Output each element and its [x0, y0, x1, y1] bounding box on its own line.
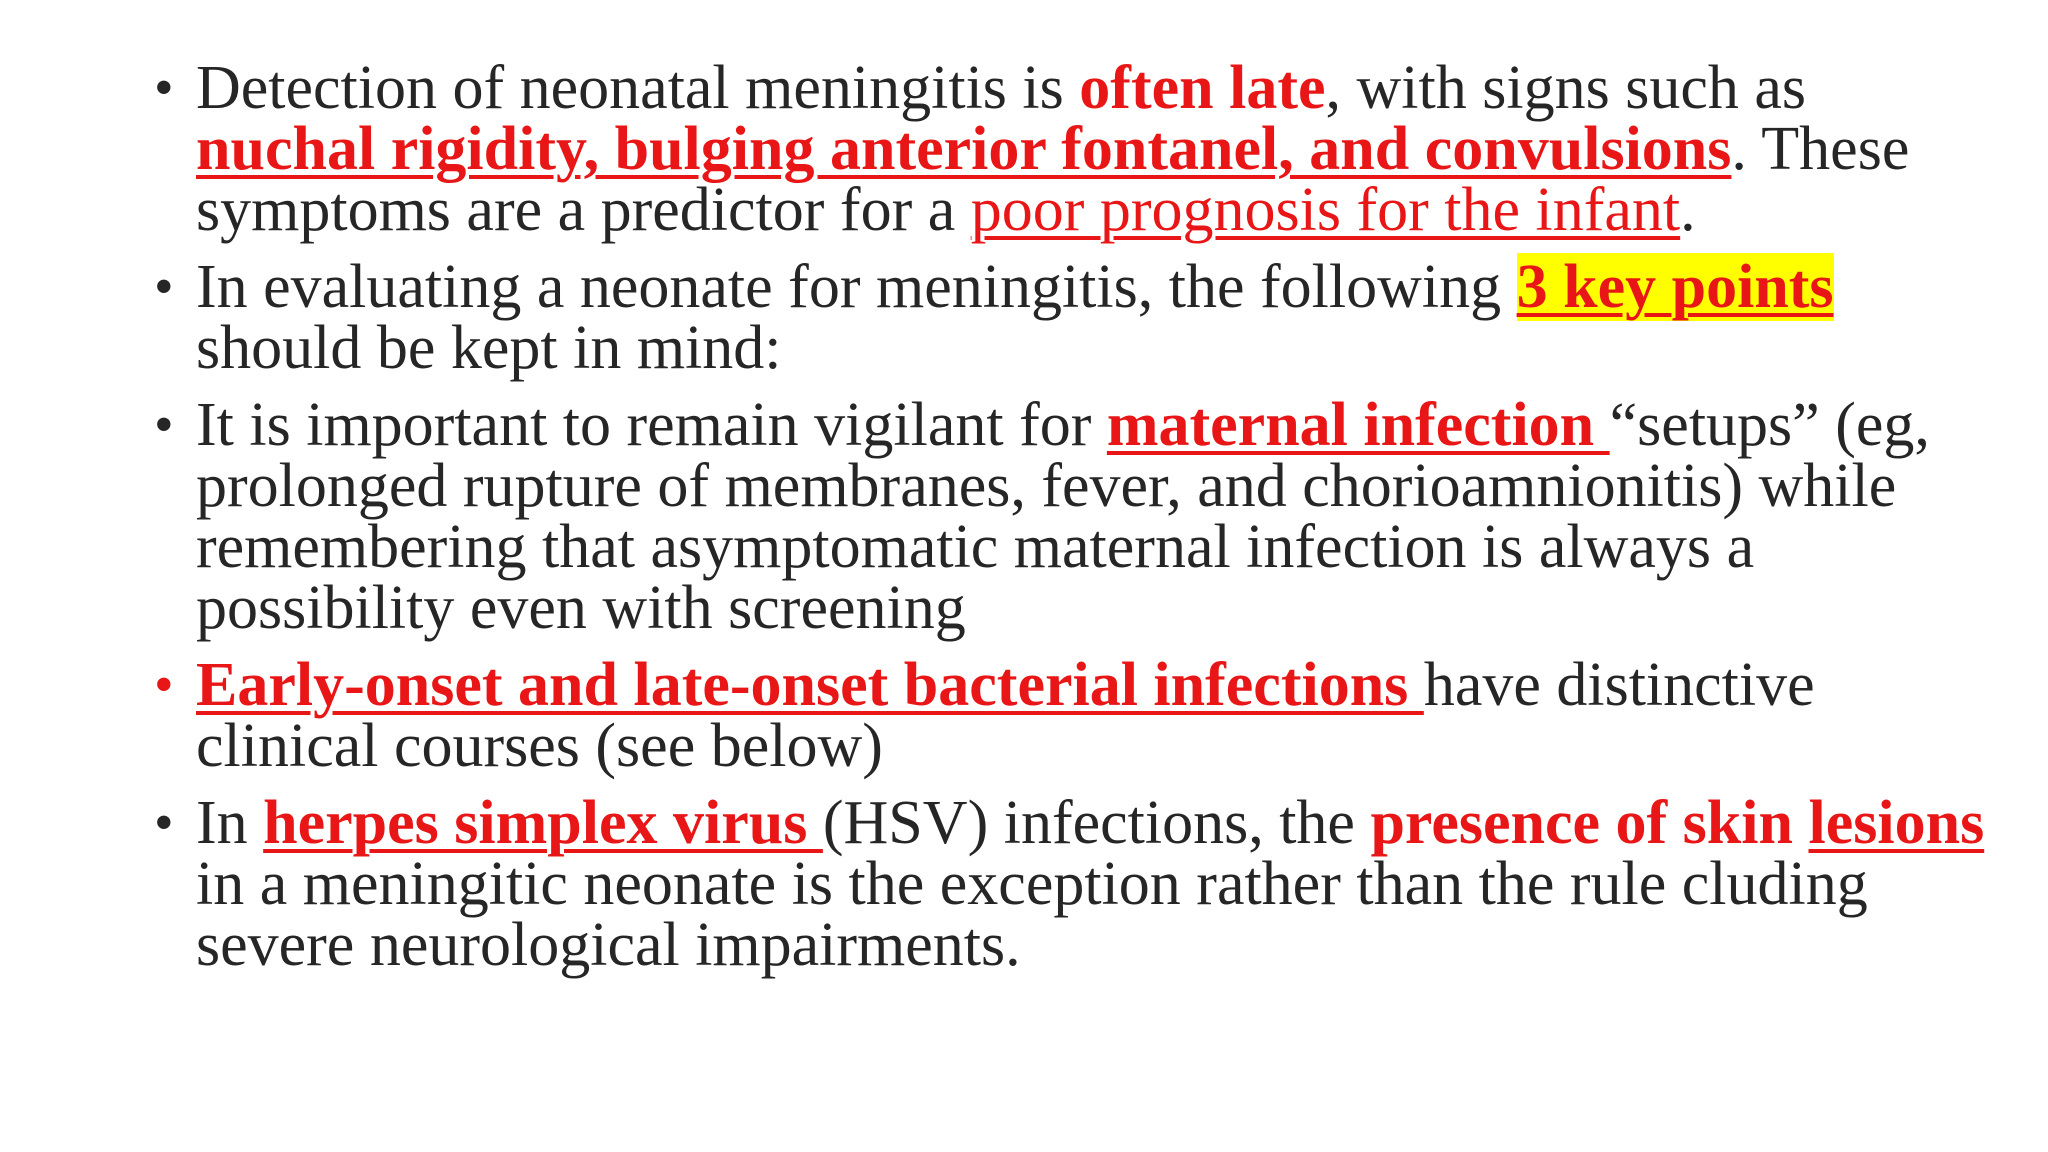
bullet-dot-icon: •	[154, 57, 174, 119]
text-segment: , with signs such as	[1325, 54, 1806, 122]
text-segment: should be kept in mind:	[196, 314, 782, 382]
emphasis-underlined-text: lesions	[1808, 789, 1985, 857]
text-segment: .	[1680, 176, 1696, 244]
text-segment	[1793, 789, 1809, 857]
text-segment: in a meningitic neonate is the exception rather than the rule cluding severe neurological impairments.	[196, 850, 1868, 979]
text-segment: In	[196, 789, 264, 857]
bullet-item-4	[0, 651, 2048, 780]
emphasis-underlined-text: Early-onset and late-onset bacterial infections	[196, 651, 1424, 719]
emphasis-text: often late	[1079, 54, 1326, 122]
bullet-dot-icon: •	[154, 654, 174, 716]
bullet-item-2	[0, 253, 2048, 382]
bullet-list	[0, 54, 2048, 992]
underlined-text: poor prognosis for the infant	[970, 176, 1681, 244]
text-segment: . These symptoms are a predictor for a	[196, 115, 1910, 244]
emphasis-underlined-text: maternal infection	[1106, 391, 1610, 459]
bullet-item-1	[0, 54, 2048, 244]
highlighted-text: 3 key points	[1516, 253, 1834, 321]
text-segment: In evaluating a neonate for meningitis, the following	[196, 253, 1517, 321]
text-segment: (HSV) infections, the	[822, 789, 1371, 857]
emphasis-underlined-text: nuchal rigidity, bulging anterior fontanel, and convulsions	[196, 115, 1732, 183]
text-segment: have distinctive clinical courses (see below)	[196, 651, 1815, 780]
bullet-dot-icon: •	[154, 792, 174, 854]
text-segment: Detection of neonatal meningitis is	[196, 54, 1080, 122]
emphasis-text: presence of skin	[1370, 789, 1793, 857]
bullet-item-3	[0, 391, 2048, 642]
bullet-dot-icon: •	[154, 394, 174, 456]
text-segment: “setups” (eg, prolonged rupture of membranes, fever, and chorioamnionitis) while remembering that asymptomatic maternal infection is always a possibility even with screening	[196, 391, 1930, 642]
bullet-item-5	[0, 789, 2048, 979]
text-segment: It is important to remain vigilant for	[196, 391, 1107, 459]
emphasis-underlined-text: herpes simplex virus	[263, 789, 823, 857]
bullet-dot-icon: •	[154, 256, 174, 318]
